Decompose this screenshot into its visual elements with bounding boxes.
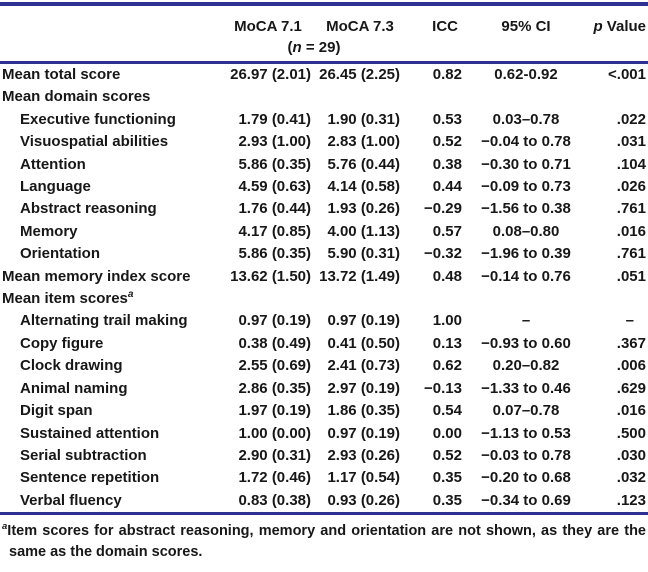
table-row [0, 355, 648, 377]
cell-95ci: −1.56 to 0.38 [481, 200, 571, 218]
cell-icc: 0.62 [432, 357, 462, 375]
cell-pvalue: .031 [616, 133, 646, 151]
row-label: Executive functioning [20, 110, 176, 128]
cell-moca71 [222, 86, 314, 108]
table-row [0, 176, 648, 198]
table-row [0, 63, 648, 87]
row-label: Abstract reasoning [20, 200, 157, 218]
cell-icc: 0.53 [432, 110, 462, 128]
cell-moca71: 4.17 (0.85) [238, 222, 311, 240]
table-row [0, 333, 648, 355]
cell-95ci: −0.30 to 0.71 [481, 155, 571, 173]
table-row [0, 423, 648, 445]
row-label: Mean memory index score [2, 267, 191, 285]
cell-moca71: 1.76 (0.44) [238, 200, 311, 218]
cell-pvalue: .026 [616, 178, 646, 196]
cell-pvalue: .032 [616, 469, 646, 487]
cell-pvalue: .030 [616, 446, 646, 464]
cell-95ci: −1.96 to 0.39 [481, 245, 571, 263]
table-row [0, 288, 648, 310]
cell-moca71: 2.86 (0.35) [238, 379, 311, 397]
cell-moca73: 2.93 (0.26) [327, 446, 400, 464]
table-footnote [2, 521, 646, 563]
cell-pvalue: .761 [616, 245, 646, 263]
col-header-95ci: 95% CI [501, 18, 551, 35]
cell-icc [406, 288, 464, 310]
cell-moca73: 1.17 (0.54) [327, 469, 400, 487]
row-label: Copy figure [20, 334, 104, 352]
cell-pvalue: – [625, 312, 634, 330]
cell-moca73: 2.97 (0.19) [327, 379, 400, 397]
cell-pvalue: .123 [616, 491, 646, 509]
header-row-2 [0, 37, 648, 63]
cell-95ci: −0.20 to 0.68 [481, 469, 571, 487]
cell-pvalue: .016 [616, 222, 646, 240]
cell-moca71: 0.97 (0.19) [238, 312, 311, 330]
cell-pvalue [588, 288, 648, 310]
cell-95ci: −0.03 to 0.78 [481, 446, 571, 464]
footnote-text: Item scores for abstract reasoning, memory and orientation are not shown, as they are the same as the domain scores. [7, 523, 646, 561]
moca-reliability-table [0, 2, 648, 515]
cell-moca73: 1.86 (0.35) [327, 402, 400, 420]
row-label: Mean domain scores [2, 88, 151, 106]
row-label: Mean total score [2, 66, 121, 83]
row-label: Mean item scores$^a$ [2, 289, 134, 308]
row-label: Alternating trail making [20, 312, 188, 330]
cell-moca73: 2.83 (1.00) [327, 133, 400, 151]
cell-95ci: −0.34 to 0.69 [481, 491, 571, 509]
cell-moca71: 5.86 (0.35) [238, 155, 311, 173]
cell-pvalue [588, 86, 648, 108]
cell-moca71: 1.79 (0.41) [238, 110, 311, 128]
cell-95ci [464, 288, 588, 310]
table-row [0, 490, 648, 514]
cell-95ci: 0.08–0.80 [492, 222, 560, 240]
row-label: Memory [20, 222, 78, 240]
cell-pvalue: .500 [616, 424, 646, 442]
cell-pvalue: .367 [616, 334, 646, 352]
table-row [0, 198, 648, 220]
cell-95ci: −1.13 to 0.53 [481, 424, 571, 442]
cell-moca73: 13.72 (1.49) [319, 267, 400, 285]
cell-pvalue: .022 [616, 110, 646, 128]
cell-moca71: 4.59 (0.63) [238, 178, 311, 196]
table-row [0, 400, 648, 422]
cell-moca71: 2.93 (1.00) [238, 133, 311, 151]
col-header-icc: ICC [432, 18, 458, 35]
cell-95ci: −0.93 to 0.60 [481, 334, 571, 352]
cell-icc: 0.13 [432, 334, 462, 352]
label-column-header [0, 4, 222, 37]
cell-95ci: 0.62-0.92 [494, 66, 558, 83]
cell-icc: 1.00 [432, 312, 462, 330]
cell-icc: 0.00 [432, 424, 462, 442]
cell-icc: 0.35 [432, 491, 462, 509]
table-row [0, 86, 648, 108]
cell-moca73: 5.90 (0.31) [327, 245, 400, 263]
cell-95ci: −0.14 to 0.76 [481, 267, 571, 285]
cell-moca73: 0.97 (0.19) [327, 424, 400, 442]
row-label-superscript: a [127, 289, 134, 301]
cell-moca73: 1.93 (0.26) [327, 200, 400, 218]
cell-moca71: 13.62 (1.50) [230, 267, 311, 285]
row-label: Orientation [20, 245, 101, 263]
cell-pvalue: .016 [616, 402, 646, 420]
cell-moca73: 0.97 (0.19) [327, 312, 400, 330]
cell-moca73 [314, 86, 406, 108]
cell-moca73: 2.41 (0.73) [327, 357, 400, 375]
table-row [0, 221, 648, 243]
cell-moca73: 1.90 (0.31) [327, 110, 400, 128]
cell-moca71: 0.83 (0.38) [238, 491, 311, 509]
col-header-moca71: MoCA 7.1 [234, 18, 302, 35]
cell-icc: 0.52 [432, 133, 462, 151]
cell-pvalue: .761 [616, 200, 646, 218]
col-header-pvalue: p Value [593, 18, 646, 35]
cell-95ci [464, 86, 588, 108]
cell-moca71 [222, 288, 314, 310]
cell-moca71: 1.72 (0.46) [238, 469, 311, 487]
cell-95ci: −1.33 to 0.46 [481, 379, 571, 397]
cell-moca71: 1.97 (0.19) [238, 402, 311, 420]
cell-icc: −0.32 [424, 245, 462, 263]
row-label: Clock drawing [20, 357, 123, 375]
cell-moca73: 0.41 (0.50) [327, 334, 400, 352]
footnote-marker: a [2, 521, 8, 533]
header-row-1 [0, 4, 648, 37]
cell-icc: 0.57 [432, 222, 462, 240]
cell-moca71: 2.90 (0.31) [238, 446, 311, 464]
cell-moca73: 26.45 (2.25) [319, 66, 400, 83]
cell-pvalue: .629 [616, 379, 646, 397]
row-label: Visuospatial abilities [20, 133, 169, 151]
cell-icc: 0.52 [432, 446, 462, 464]
cell-moca73: 4.14 (0.58) [327, 178, 400, 196]
cell-icc: −0.29 [424, 200, 462, 218]
cell-icc: 0.54 [432, 402, 462, 420]
row-label: Attention [20, 155, 86, 173]
cell-icc [406, 86, 464, 108]
cell-icc: 0.38 [432, 155, 462, 173]
table-row [0, 266, 648, 288]
cell-95ci: – [521, 312, 531, 330]
table-row [0, 131, 648, 153]
table-row [0, 243, 648, 265]
cell-95ci: 0.07–0.78 [492, 402, 560, 420]
cell-pvalue: <.001 [608, 66, 646, 83]
table-row [0, 467, 648, 489]
cell-moca71: 5.86 (0.35) [238, 245, 311, 263]
cell-pvalue: .104 [616, 155, 646, 173]
cell-icc: 0.48 [432, 267, 462, 285]
row-label: Sentence repetition [20, 469, 160, 487]
table-row [0, 109, 648, 131]
table-row [0, 310, 648, 332]
row-label: Digit span [20, 402, 93, 420]
cell-moca73: 0.93 (0.26) [327, 491, 400, 509]
cell-pvalue: .051 [616, 267, 646, 285]
cell-moca71: 0.38 (0.49) [238, 334, 311, 352]
cell-95ci: 0.03–0.78 [492, 110, 560, 128]
cell-moca71: 26.97 (2.01) [230, 66, 311, 83]
cell-95ci: −0.09 to 0.73 [481, 178, 571, 196]
col-header-moca73: MoCA 7.3 [326, 18, 394, 35]
cell-moca73: 5.76 (0.44) [327, 155, 400, 173]
row-label: Verbal fluency [20, 491, 122, 509]
table-header [0, 4, 648, 63]
cell-icc: −0.13 [424, 379, 462, 397]
table-row [0, 378, 648, 400]
cell-icc: 0.82 [432, 66, 462, 83]
table-row [0, 154, 648, 176]
row-label: Serial subtraction [20, 446, 147, 464]
table-row [0, 445, 648, 467]
row-label: Animal naming [20, 379, 128, 397]
cell-95ci: 0.20–0.82 [492, 357, 560, 375]
cell-95ci: −0.04 to 0.78 [481, 133, 571, 151]
row-label: Sustained attention [20, 424, 160, 442]
row-label: Language [20, 178, 91, 196]
cell-icc: 0.35 [432, 469, 462, 487]
table-body [0, 63, 648, 514]
cell-pvalue: .006 [616, 357, 646, 375]
cell-moca71: 1.00 (0.00) [238, 424, 311, 442]
cell-moca71: 2.55 (0.69) [238, 357, 311, 375]
cell-moca73 [314, 288, 406, 310]
cell-icc: 0.44 [432, 178, 462, 196]
sample-size-label: (n = 29) [287, 39, 341, 56]
cell-moca73: 4.00 (1.13) [327, 222, 400, 240]
